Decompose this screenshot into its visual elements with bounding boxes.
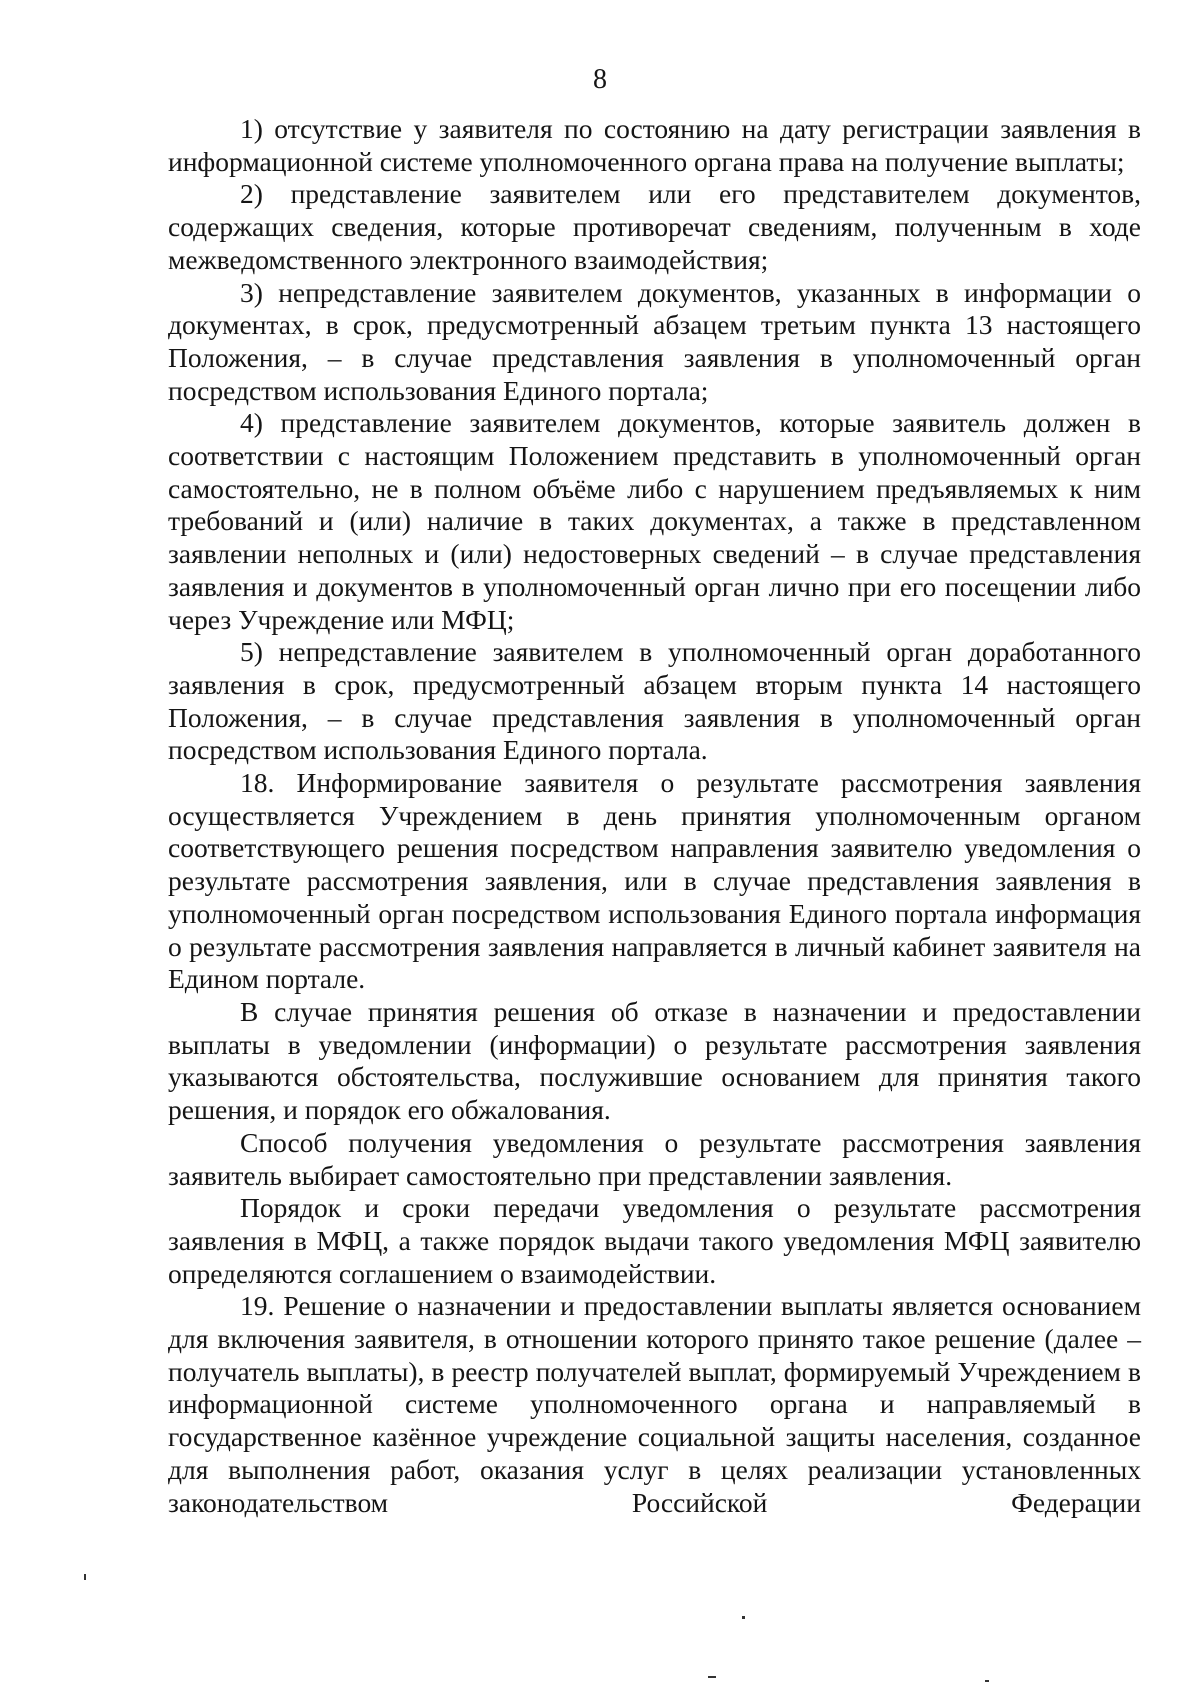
paragraph-mfc-transfer: Порядок и сроки передачи уведомления о результате рассмотрения заявления в МФЦ, а также порядок выдачи такого уведомления МФЦ заявителю определяются соглашением о взаимодействии. [168, 1192, 1141, 1289]
scan-speck [708, 1676, 716, 1678]
scan-speck [84, 1574, 86, 1580]
paragraph-notice-method: Способ получения уведомления о результате рассмотрения заявления заявитель выбирает самостоятельно при представлении заявления. [168, 1126, 1141, 1191]
paragraph-item-1: 1) отсутствие у заявителя по состоянию на дату регистрации заявления в информационной системе уполномоченного органа права на получение выплаты; [168, 113, 1141, 177]
page-number: 8 [593, 64, 607, 95]
scan-speck [742, 1616, 745, 1619]
paragraph-refusal-notice: В случае принятия решения об отказе в назначении и предоставлении выплаты в уведомлении (информации) о результате рассмотрения заявления указываются обстоятельства, послужившие основанием для принятия такого решения, и порядок его обжалования. [168, 995, 1141, 1126]
paragraph-item-2: 2) представление заявителем или его представителем документов, содержащих сведения, которые противоречат сведениям, полученным в ходе межведомственного электронного взаимодействия; [168, 178, 1141, 275]
paragraph-item-4: 4) представление заявителем документов, которые заявитель должен в соответствии с настоящим Положением представить в уполномоченный орган самостоятельно, не в полном объёме либо с нарушением предъявляемых к ним требований и (или) наличие в таких документах, а также в представленном заявлении неполных и (или) недостоверных сведений – в случае представления заявления и документов в уполномоченный орган лично при его посещении либо через Учреждение или МФЦ; [168, 407, 1141, 635]
paragraph-19: 19. Решение о назначении и предоставлении выплаты является основанием для включения заявителя, в отношении которого принято такое решение (далее – получатель выплаты), в реестр получателей выплат, формируемый Учреждением в информационной системе уполномоченного органа и направляемый в государственное казённое учреждение социальной защиты населения, созданное для выполнения работ, оказания услуг в целях реализации установленных законодательством Российской Федерации [168, 1290, 1141, 1518]
paragraph-item-3: 3) непредставление заявителем документов, указанных в информации о документах, в срок, предусмотренный абзацем третьим пункта 13 настоящего Положения, – в случае представления заявления в уполномоченный орган посредством использования Единого портала; [168, 276, 1141, 406]
scan-speck [985, 1680, 989, 1682]
document-body [168, 113, 1141, 1519]
paragraph-18: 18. Информирование заявителя о результате рассмотрения заявления осуществляется Учреждением в день принятия уполномоченным органом соответствующего решения посредством направления заявителю уведомления о результате рассмотрения заявления, или в случае представления заявления в уполномоченный орган посредством использования Единого портала информация о результате рассмотрения заявления направляется в личный кабинет заявителя на Едином портале. [168, 767, 1141, 995]
paragraph-item-5: 5) непредставление заявителем в уполномоченный орган доработанного заявления в срок, предусмотренный абзацем вторым пункта 14 настоящего Положения, – в случае представления заявления в уполномоченный орган посредством использования Единого портала. [168, 636, 1141, 766]
